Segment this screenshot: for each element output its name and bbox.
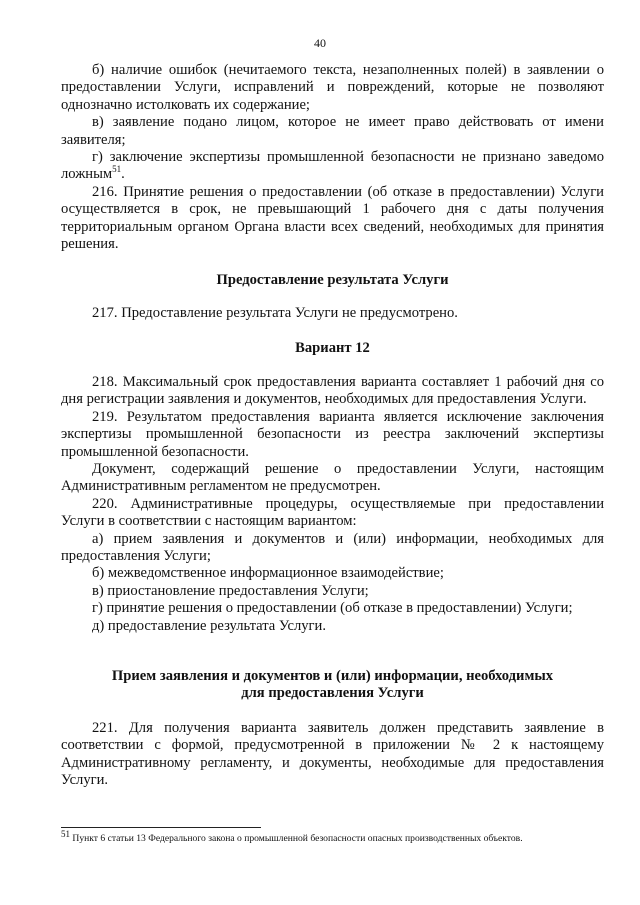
page-number: 40 (314, 36, 326, 50)
paragraph-220-b: б) межведомственное информационное взаимодействие; (92, 565, 444, 582)
denial-grounds-block (61, 62, 604, 253)
heading-variant: Вариант 12 (295, 340, 370, 356)
footnote (61, 828, 621, 845)
footnote-ref: 51 (112, 164, 122, 175)
item-v: в) заявление подано лицом, которое не имеет право действовать от имени заявителя; (61, 114, 604, 148)
item-g (61, 149, 604, 184)
heading-reception (61, 668, 604, 703)
paragraph-217 (61, 305, 604, 322)
paragraph-219-document: Документ, содержащий решение о предоставлении Услуги, настоящим Административным регламентом не предусмотрен. (61, 461, 604, 495)
heading-reception-line1: Прием заявления и документов и (или) информации, необходимых (111, 668, 554, 684)
footnote-separator (61, 827, 261, 828)
paragraph-221-text: 221. Для получения варианта заявитель должен представить заявление в соответствии с формой, предусмотренной в приложении № 2 к настоящему Административному регламенту, и документы, необходимые для предоставления Услуги. (61, 720, 604, 789)
paragraph-219: 219. Результатом предоставления варианта является исключение заключения экспертизы промышленной безопасности из реестра заключений экспертизы промышленной безопасности. (61, 408, 604, 460)
item-g-text: г) заключение экспертизы промышленной безопасности не признано заведомо ложным (61, 149, 604, 183)
paragraph-220-d: д) предоставление результата Услуги. (92, 617, 326, 634)
item-b: б) наличие ошибок (нечитаемого текста, незаполненных полей) в заявлении о предоставлении Услуги, исправлений и повреждений, которые не позволяют однозначно истолковать их содержание; (61, 62, 604, 113)
paragraph-217-text: 217. Предоставление результата Услуги не предусмотрено. (92, 305, 458, 321)
paragraph-218: 218. Максимальный срок предоставления варианта составляет 1 рабочий дня со дня регистрации заявления и документов, необходимых для предоставления Услуги. (61, 374, 604, 408)
paragraph-220-g: г) принятие решения о предоставлении (об отказе в предоставлении) Услуги; (92, 600, 573, 617)
paragraph-220-v: в) приостановление предоставления Услуги; (92, 582, 369, 599)
heading-reception-line2: для предоставления Услуги (241, 685, 424, 702)
footnote-text: Пункт 6 статьи 13 Федерального закона о промышленной безопасности опасных производственных объектов. (70, 833, 523, 844)
paragraph-220: 220. Административные процедуры, осуществляемые при предоставлении Услуги в соответствии с настоящим вариантом: (61, 495, 604, 530)
paragraph-220-a: а) прием заявления и документов и (или) информации, необходимых для предоставления Услуги; (61, 530, 604, 565)
paragraph-221 (61, 720, 604, 790)
heading-result: Предоставление результата Услуги (216, 272, 449, 288)
variant-block (61, 374, 604, 635)
item-g-end: . (121, 166, 125, 183)
footnote-number: 51 (61, 828, 70, 839)
paragraph-216: 216. Принятие решения о предоставлении (об отказе в предоставлении) Услуги осуществляется в срок, не превышающий 1 рабочего дня с даты получения территориальным органом Органа власти всех сведений, необходимых для принятия решения. (61, 183, 604, 253)
